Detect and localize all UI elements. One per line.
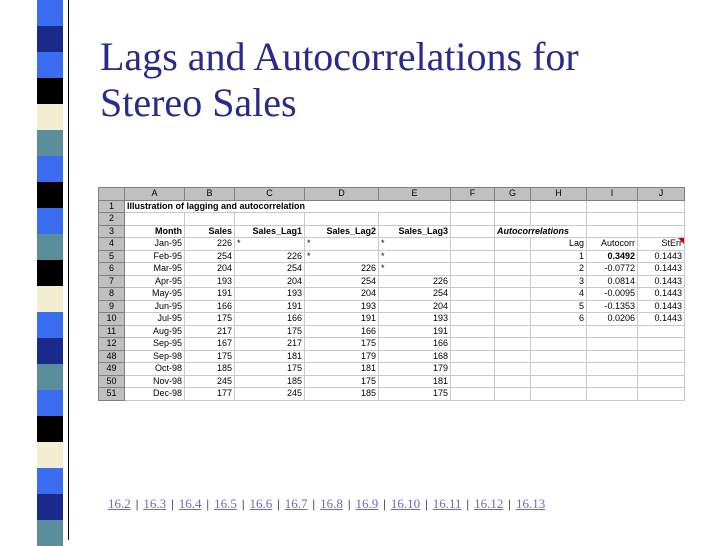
lag2-cell: 193 bbox=[305, 300, 379, 313]
table-row bbox=[99, 275, 685, 288]
lag-cell: 3 bbox=[531, 275, 587, 288]
table-row bbox=[99, 350, 685, 363]
table-row bbox=[99, 288, 685, 301]
stripe-block-icon bbox=[37, 182, 63, 208]
column-header: C bbox=[235, 188, 305, 201]
slide-title-line2: Stereo Sales bbox=[100, 80, 297, 125]
table-row bbox=[99, 200, 685, 213]
stripe-block-icon bbox=[37, 390, 63, 416]
sterr-cell bbox=[638, 375, 685, 388]
lag2-cell: 175 bbox=[305, 338, 379, 351]
table-row bbox=[99, 263, 685, 276]
lag-cell bbox=[531, 388, 587, 401]
lag2-cell: 166 bbox=[305, 325, 379, 338]
sterr-cell bbox=[638, 350, 685, 363]
column-header: D bbox=[305, 188, 379, 201]
slide-navigation bbox=[108, 496, 708, 512]
lag2-cell: 185 bbox=[305, 388, 379, 401]
nav-separator: | bbox=[347, 496, 351, 511]
header-cell: Month bbox=[125, 225, 185, 238]
empty-cell bbox=[495, 288, 531, 301]
autocorr-cell: -0.0095 bbox=[587, 288, 638, 301]
empty-cell bbox=[495, 363, 531, 376]
lag3-cell: 204 bbox=[379, 300, 451, 313]
lag3-cell: 193 bbox=[379, 313, 451, 326]
lag1-cell: * bbox=[235, 238, 305, 251]
nav-separator: | bbox=[425, 496, 428, 511]
autocorr-label: Autocorrelations bbox=[495, 225, 587, 238]
sheet-title-cell: Illustration of lagging and autocorrelation bbox=[125, 200, 451, 213]
empty-cell bbox=[451, 300, 495, 313]
lag-cell bbox=[531, 363, 587, 376]
nav-link-slide[interactable]: 16.12 bbox=[474, 496, 504, 511]
sterr-cell: 0.1443 bbox=[638, 275, 685, 288]
nav-link-slide[interactable]: 16.9 bbox=[355, 496, 379, 511]
row-number: 11 bbox=[99, 325, 125, 338]
nav-link-slide[interactable]: 16.10 bbox=[390, 496, 421, 511]
row-number: 1 bbox=[99, 200, 125, 213]
nav-separator: | bbox=[171, 496, 174, 511]
month-cell: Dec-98 bbox=[125, 388, 185, 401]
empty-cell bbox=[587, 200, 638, 213]
empty-cell bbox=[235, 213, 305, 226]
autocorr-cell: -0.1353 bbox=[587, 300, 638, 313]
row-number: 12 bbox=[99, 338, 125, 351]
lag-cell bbox=[531, 338, 587, 351]
lag1-cell: 245 bbox=[235, 388, 305, 401]
lag-cell: Lag bbox=[531, 238, 587, 251]
stripe-block-icon bbox=[37, 130, 63, 156]
lag-cell bbox=[531, 350, 587, 363]
lag2-cell: 204 bbox=[305, 288, 379, 301]
lag2-cell: 181 bbox=[305, 363, 379, 376]
month-cell: Sep-95 bbox=[125, 338, 185, 351]
lag2-cell: 226 bbox=[305, 263, 379, 276]
empty-cell bbox=[638, 200, 685, 213]
stripe-block-icon bbox=[37, 78, 63, 104]
stripe-block-icon bbox=[37, 312, 63, 338]
stripe-block-icon bbox=[37, 26, 63, 52]
sterr-cell: 0.1443 bbox=[638, 313, 685, 326]
column-header: I bbox=[587, 188, 638, 201]
sales-cell: 254 bbox=[185, 250, 235, 263]
empty-cell bbox=[451, 363, 495, 376]
sterr-cell bbox=[638, 338, 685, 351]
lag3-cell: * bbox=[379, 238, 451, 251]
sales-cell: 166 bbox=[185, 300, 235, 313]
sales-cell: 167 bbox=[185, 338, 235, 351]
stripe-block-icon bbox=[37, 0, 63, 26]
autocorr-cell: 0.0206 bbox=[587, 313, 638, 326]
empty-cell bbox=[495, 300, 531, 313]
empty-cell bbox=[451, 275, 495, 288]
empty-cell bbox=[495, 200, 531, 213]
nav-link-slide[interactable]: 16.3 bbox=[143, 496, 167, 511]
sterr-cell bbox=[638, 363, 685, 376]
lag3-cell: * bbox=[379, 250, 451, 263]
sales-cell: 245 bbox=[185, 375, 235, 388]
month-cell: Feb-95 bbox=[125, 250, 185, 263]
lag1-cell: 175 bbox=[235, 363, 305, 376]
sales-cell: 191 bbox=[185, 288, 235, 301]
lag1-cell: 226 bbox=[235, 250, 305, 263]
lag3-cell: 175 bbox=[379, 388, 451, 401]
empty-cell bbox=[125, 213, 185, 226]
row-number: 2 bbox=[99, 213, 125, 226]
nav-link-slide[interactable]: 16.11 bbox=[432, 496, 462, 511]
empty-cell bbox=[638, 225, 685, 238]
table-row bbox=[99, 300, 685, 313]
sales-cell: 185 bbox=[185, 363, 235, 376]
sterr-cell: 0.1443 bbox=[638, 300, 685, 313]
sterr-cell: StErr bbox=[638, 238, 685, 251]
sterr-cell: 0.1443 bbox=[638, 250, 685, 263]
stripe-block-icon bbox=[37, 234, 63, 260]
column-header-row bbox=[99, 188, 685, 201]
empty-cell bbox=[451, 338, 495, 351]
stripe-block-icon bbox=[37, 416, 63, 442]
lag-cell: 5 bbox=[531, 300, 587, 313]
empty-cell bbox=[185, 213, 235, 226]
empty-cell bbox=[495, 275, 531, 288]
lag2-cell: 179 bbox=[305, 350, 379, 363]
empty-cell bbox=[451, 213, 495, 226]
column-header: J bbox=[638, 188, 685, 201]
column-header: B bbox=[185, 188, 235, 201]
lag3-cell: 226 bbox=[379, 275, 451, 288]
sales-cell: 177 bbox=[185, 388, 235, 401]
row-number: 5 bbox=[99, 250, 125, 263]
empty-cell bbox=[451, 200, 495, 213]
month-cell: May-95 bbox=[125, 288, 185, 301]
sterr-cell: 0.1443 bbox=[638, 263, 685, 276]
lag1-cell: 185 bbox=[235, 375, 305, 388]
column-header: A bbox=[125, 188, 185, 201]
row-number: 3 bbox=[99, 225, 125, 238]
nav-link-slide[interactable]: 16.4 bbox=[178, 496, 202, 511]
lag3-cell: 181 bbox=[379, 375, 451, 388]
lag2-cell: 254 bbox=[305, 275, 379, 288]
slide-title bbox=[100, 34, 700, 126]
row-number: 9 bbox=[99, 300, 125, 313]
autocorr-cell: -0.0772 bbox=[587, 263, 638, 276]
corner-cell bbox=[99, 188, 125, 201]
sales-cell: 226 bbox=[185, 238, 235, 251]
stripe-block-icon bbox=[37, 494, 63, 520]
lag2-cell: 191 bbox=[305, 313, 379, 326]
empty-cell bbox=[495, 238, 531, 251]
nav-separator: | bbox=[383, 496, 386, 511]
stripe-block-icon bbox=[37, 364, 63, 390]
lag2-cell: * bbox=[305, 238, 379, 251]
nav-link-slide[interactable]: 16.13 bbox=[515, 496, 546, 511]
autocorr-cell: 0.0814 bbox=[587, 275, 638, 288]
decorative-stripe bbox=[0, 0, 68, 540]
empty-cell bbox=[495, 388, 531, 401]
nav-link-slide[interactable]: 16.2 bbox=[108, 496, 131, 511]
stripe-divider bbox=[68, 0, 69, 540]
comment-marker-icon bbox=[678, 238, 684, 244]
empty-cell bbox=[495, 338, 531, 351]
row-number: 6 bbox=[99, 263, 125, 276]
nav-separator: | bbox=[277, 496, 280, 511]
row-number: 10 bbox=[99, 313, 125, 326]
header-cell: Sales_Lag2 bbox=[305, 225, 379, 238]
stripe-block-icon bbox=[37, 338, 63, 364]
empty-cell bbox=[451, 388, 495, 401]
stripe-block-icon bbox=[37, 520, 63, 546]
lag1-cell: 191 bbox=[235, 300, 305, 313]
lag1-cell: 175 bbox=[235, 325, 305, 338]
row-number: 48 bbox=[99, 350, 125, 363]
nav-link-slide[interactable]: 16.8 bbox=[320, 496, 343, 511]
nav-separator: | bbox=[508, 496, 511, 511]
empty-cell bbox=[379, 213, 451, 226]
empty-cell bbox=[638, 213, 685, 226]
empty-cell bbox=[451, 375, 495, 388]
autocorr-cell bbox=[587, 375, 638, 388]
nav-link-slide[interactable]: 16.5 bbox=[214, 496, 237, 511]
lag1-cell: 204 bbox=[235, 275, 305, 288]
empty-cell bbox=[495, 313, 531, 326]
sales-cell: 193 bbox=[185, 275, 235, 288]
month-cell: Apr-95 bbox=[125, 275, 185, 288]
empty-cell bbox=[531, 213, 587, 226]
lag1-cell: 166 bbox=[235, 313, 305, 326]
row-number: 8 bbox=[99, 288, 125, 301]
lag3-cell: * bbox=[379, 263, 451, 276]
header-cell: Sales bbox=[185, 225, 235, 238]
autocorr-cell bbox=[587, 350, 638, 363]
empty-cell bbox=[451, 250, 495, 263]
empty-cell bbox=[531, 200, 587, 213]
empty-cell bbox=[587, 213, 638, 226]
sales-cell: 217 bbox=[185, 325, 235, 338]
table-row bbox=[99, 238, 685, 251]
sterr-cell bbox=[638, 388, 685, 401]
empty-cell bbox=[305, 213, 379, 226]
autocorr-cell: Autocorr bbox=[587, 238, 638, 251]
table-row bbox=[99, 388, 685, 401]
row-number: 51 bbox=[99, 388, 125, 401]
sales-cell: 175 bbox=[185, 350, 235, 363]
month-cell: Sep-98 bbox=[125, 350, 185, 363]
header-cell: Sales_Lag3 bbox=[379, 225, 451, 238]
lag1-cell: 254 bbox=[235, 263, 305, 276]
month-cell: Jul-95 bbox=[125, 313, 185, 326]
lag1-cell: 181 bbox=[235, 350, 305, 363]
stripe-block-icon bbox=[37, 286, 63, 312]
lag1-cell: 193 bbox=[235, 288, 305, 301]
stripe-block-icon bbox=[37, 104, 63, 130]
lag3-cell: 254 bbox=[379, 288, 451, 301]
lag-cell: 2 bbox=[531, 263, 587, 276]
row-number: 4 bbox=[99, 238, 125, 251]
lag-cell: 1 bbox=[531, 250, 587, 263]
stripe-block-icon bbox=[37, 468, 63, 494]
nav-separator: | bbox=[466, 496, 470, 511]
empty-cell bbox=[495, 350, 531, 363]
nav-separator: | bbox=[206, 496, 210, 511]
lag3-cell: 191 bbox=[379, 325, 451, 338]
table-row bbox=[99, 213, 685, 226]
autocorr-cell bbox=[587, 363, 638, 376]
table-row bbox=[99, 313, 685, 326]
month-cell: Oct-98 bbox=[125, 363, 185, 376]
autocorr-cell bbox=[587, 388, 638, 401]
row-number: 50 bbox=[99, 375, 125, 388]
stripe-block-icon bbox=[37, 260, 63, 286]
month-cell: Nov-98 bbox=[125, 375, 185, 388]
lag-cell: 6 bbox=[531, 313, 587, 326]
month-cell: Jun-95 bbox=[125, 300, 185, 313]
lag3-cell: 179 bbox=[379, 363, 451, 376]
sales-cell: 175 bbox=[185, 313, 235, 326]
empty-cell bbox=[495, 325, 531, 338]
month-cell: Mar-95 bbox=[125, 263, 185, 276]
month-cell: Aug-95 bbox=[125, 325, 185, 338]
autocorr-cell bbox=[587, 338, 638, 351]
empty-cell bbox=[451, 263, 495, 276]
empty-cell bbox=[451, 225, 495, 238]
lag2-cell: 175 bbox=[305, 375, 379, 388]
lag1-cell: 217 bbox=[235, 338, 305, 351]
lag3-cell: 168 bbox=[379, 350, 451, 363]
empty-cell bbox=[495, 375, 531, 388]
lag3-cell: 166 bbox=[379, 338, 451, 351]
table-row bbox=[99, 375, 685, 388]
table-row bbox=[99, 250, 685, 263]
row-number: 7 bbox=[99, 275, 125, 288]
spreadsheet-table bbox=[98, 187, 685, 401]
row-number: 49 bbox=[99, 363, 125, 376]
empty-cell bbox=[587, 225, 638, 238]
table-row bbox=[99, 338, 685, 351]
lag2-cell: * bbox=[305, 250, 379, 263]
lag-cell bbox=[531, 325, 587, 338]
nav-separator: | bbox=[312, 496, 316, 511]
lag-cell bbox=[531, 375, 587, 388]
header-cell: Sales_Lag1 bbox=[235, 225, 305, 238]
autocorr-cell bbox=[587, 325, 638, 338]
table-row bbox=[99, 363, 685, 376]
stripe-block-icon bbox=[37, 156, 63, 182]
table-row bbox=[99, 325, 685, 338]
stripe-block-icon bbox=[37, 52, 63, 78]
nav-separator: | bbox=[241, 496, 245, 511]
column-header: F bbox=[451, 188, 495, 201]
column-header: E bbox=[379, 188, 451, 201]
sterr-cell bbox=[638, 325, 685, 338]
empty-cell bbox=[451, 288, 495, 301]
stripe-block-icon bbox=[37, 208, 63, 234]
column-header: H bbox=[531, 188, 587, 201]
empty-cell bbox=[451, 238, 495, 251]
month-cell: Jan-95 bbox=[125, 238, 185, 251]
empty-cell bbox=[451, 313, 495, 326]
empty-cell bbox=[495, 263, 531, 276]
stripe-block-icon bbox=[37, 442, 63, 468]
sterr-cell: 0.1443 bbox=[638, 288, 685, 301]
empty-cell bbox=[495, 250, 531, 263]
empty-cell bbox=[495, 213, 531, 226]
slide-title-line1: Lags and Autocorrelations for bbox=[100, 34, 579, 79]
sales-cell: 204 bbox=[185, 263, 235, 276]
nav-link-slide[interactable]: 16.6 bbox=[249, 496, 273, 511]
empty-cell bbox=[451, 325, 495, 338]
nav-separator: | bbox=[135, 496, 139, 511]
nav-link-slide[interactable]: 16.7 bbox=[284, 496, 308, 511]
lag-cell: 4 bbox=[531, 288, 587, 301]
autocorr-cell: 0.3492 bbox=[587, 250, 638, 263]
empty-cell bbox=[451, 350, 495, 363]
column-header: G bbox=[495, 188, 531, 201]
table-row bbox=[99, 225, 685, 238]
